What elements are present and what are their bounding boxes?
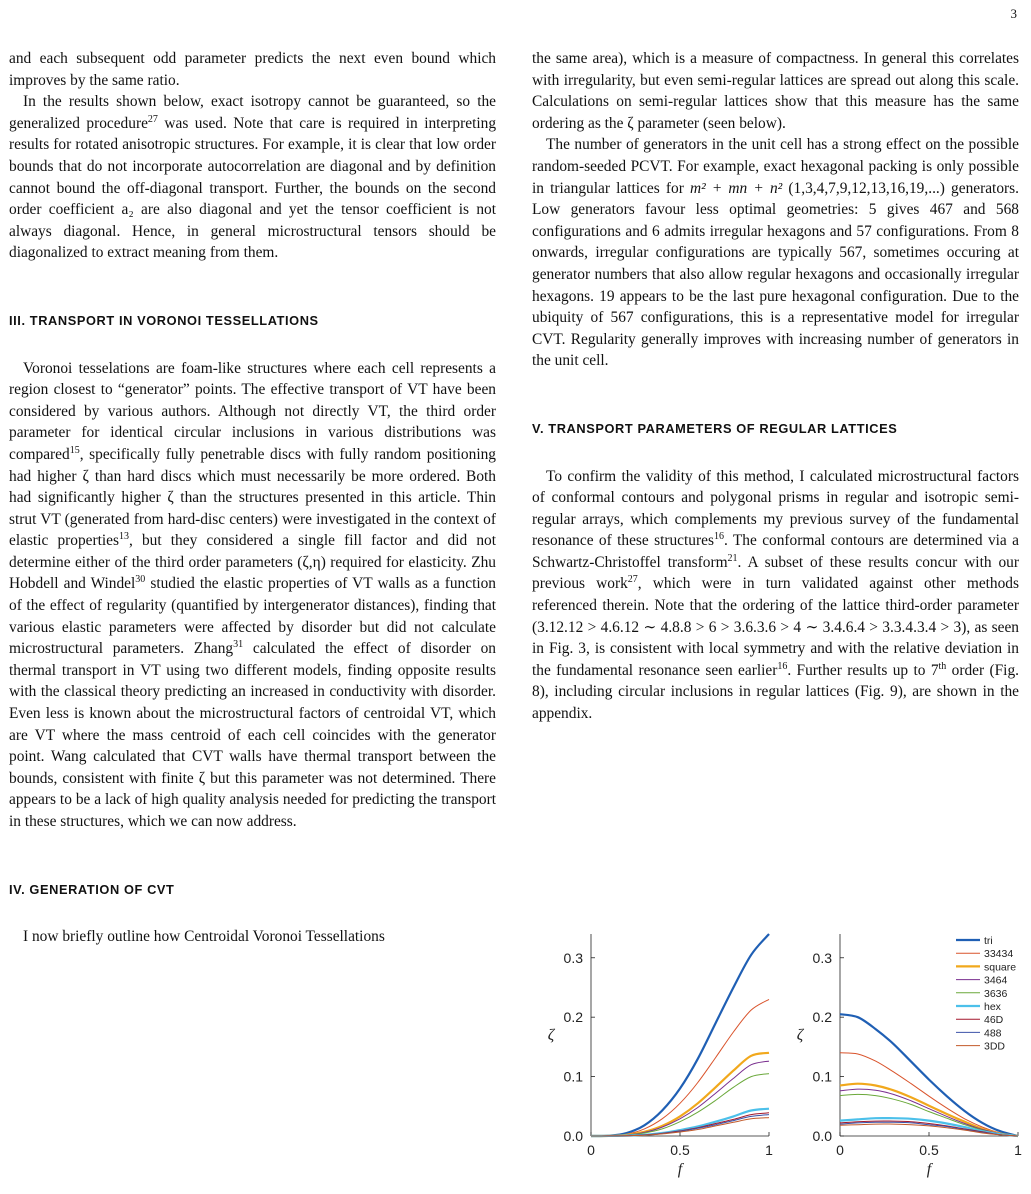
- citation[interactable]: 16: [777, 660, 788, 672]
- x-tick-label: 0.5: [670, 1142, 690, 1158]
- citation[interactable]: 16: [713, 531, 724, 543]
- section-heading: III. TRANSPORT IN VORONOI TESSELLATIONS: [9, 312, 319, 328]
- y-tick-label: 0.0: [812, 1128, 832, 1144]
- legend-label-488: 488: [984, 1027, 1002, 1040]
- figure-svg: [530, 930, 1030, 1194]
- paragraph: Voronoi tesselations are foam-like structures where each cell represents a region closest to “generator” points. The effective transport of VT have been considered by various authors. Although not directly VT, the third order parameter for identical circular inclusions in various distributions was compared$^{15}$, specifically fully penetrable discs with fully random positioning had higher ζ than hard discs which must necessarily be more ordered. Both had significantly higher ζ than the structures presented in this article. Thin strut VT (generated from hard-disc centers) were investigated in the context of elastic properties$^{13}$, but they considered a single fill factor and did not determine either of the third order parameters (ζ,η) required for elasticity. Zhu Hobdell and Windel$^{30}$ studied the elastic properties of VT walls as a function of the effect of regularity (quantified by intergenerator distances), finding that various elastic parameters were affected by disorder but did not calculate microstructural parameters. Zhang$^{31}$ calculated the effect of disorder on thermal transport in VT using two different models, finding opposite results with the classical theory predicting an increased in conductivity with disorder. Even less is known about the microstructural factors of centroidal VT, which are VT where the mass centroid of each cell coincides with the generator point. Wang calculated that CVT walls have thermal transport between the bounds, consistent with finite ζ but this parameter was not determined. There appears to be a lack of high quality analysis needed for predicting the transport in these structures, which we can now address.: [9, 359, 497, 830]
- citation[interactable]: 27: [147, 113, 158, 125]
- y-tick-label: 0.1: [812, 1068, 832, 1085]
- left-column: [9, 48, 496, 948]
- section-heading: IV. GENERATION OF CVT: [9, 881, 175, 897]
- paragraph: and each subsequent odd parameter predicts the next even bound which improves by the same ratio.: [9, 50, 496, 89]
- paragraph: In the results shown below, exact isotropy cannot be guaranteed, so the generalized procedure$^{27}$ was used. Note that care is required in interpreting results for rotated anisotropic structures. For example, it is clear that low order bounds that do not incorporate autocorrelation are diagonal and by definition cannot bound the off-diagonal transport. Further, the bounds on the second order coefficient a₂ are also diagonal and yet the tensor coefficient is not always diagonal. Hence, in general microstructural tensors should be diagonalized to extract meaning from them.: [9, 93, 497, 262]
- paragraph: To confirm the validity of this method, I calculated microstructural factors of conformal contours and polygonal prisms in regular and isotropic semi-regular arrays, which complements my previous survey of the fundamental resonance of these structures$^{16}$. The conformal contours are determined via a Schwartz-Christoffel transform$^{21}$. A subset of these results concur with our previous work$^{27}$, which were in turn validated against other methods referenced therein. Note that the ordering of the lattice third-order parameter (3.12.12 > 4.6.12 ∼ 4.8.8 > 6 > 3.6.3.6 > 4 ∼ 3.4.6.4 > 3.3.4.3.4 > 3), as seen in Fig. 3, is consistent with local symmetry and with the relative deviation in the fundamental resonance seen earlier$^{16}$. Further results up to 7th order (Fig. 8), including circular inclusions in regular lattices (Fig. 9), are shown in the appendix.: [532, 467, 1019, 723]
- citation[interactable]: 13: [119, 531, 129, 543]
- formula: m² + mn + n²: [689, 179, 783, 197]
- citation[interactable]: 31: [233, 639, 244, 651]
- y-tick-label: 0.2: [812, 1009, 832, 1026]
- series-line-3464: [591, 1061, 769, 1136]
- y-axis-label: ζ: [796, 1027, 804, 1044]
- section-heading: V. TRANSPORT PARAMETERS OF REGULAR LATTICES: [532, 420, 898, 436]
- citation[interactable]: 27: [627, 574, 638, 586]
- paragraph: The number of generators in the unit cell has a strong effect on the possible random-seeded PCVT. For example, exact hexagonal packing is only possible in triangular lattices for m² + mn + n² (1,3,4,7,9,12,13,16,19,...) generators. Low generators favour less optimal geometries: 5 gives 467 and 568 configurations and 6 admits irregular hexagons and 57 configurations. From 8 onwards, irregular configurations are typically 567, sometimes occuring at generator numbers that also allow regular hexagons and occasionally irregular hexagons. 19 appears to be the last pure hexagonal configuration. Due to the ubiquity of 567 configurations, this is a representative model for irregular CVT. Regularity generally improves with increasing number of generators in the unit cell.: [532, 136, 1019, 370]
- x-tick-label: 1: [1014, 1142, 1022, 1158]
- series-line-3636: [840, 1094, 1018, 1136]
- y-tick-label: 0.3: [563, 949, 583, 966]
- y-axis-label: ζ: [547, 1027, 555, 1044]
- legend-label-hex: hex: [984, 1001, 1001, 1013]
- legend-label-46D: 46D: [984, 1014, 1004, 1027]
- legend-label-3DD: 3DD: [984, 1040, 1006, 1053]
- citation[interactable]: 21: [727, 552, 738, 564]
- legend-label-square: square: [984, 961, 1017, 974]
- x-tick-label: 1: [765, 1142, 773, 1158]
- paragraph: the same area), which is a measure of compactness. In general this correlates with irregularity, but even semi-regular lattices are spread out along this scale. Calculations on semi-regular lattices show that this measure has the same ordering as the ζ parameter (seen below).: [532, 50, 1019, 132]
- legend-label-3636: 3636: [984, 987, 1008, 1000]
- x-tick-label: 0: [836, 1142, 844, 1158]
- x-tick-label: 0: [587, 1142, 595, 1158]
- legend-label-3464: 3464: [984, 974, 1008, 987]
- series-line-tri: [591, 934, 769, 1136]
- x-axis-label: f: [677, 1161, 683, 1178]
- legend-label-33434: 33434: [984, 948, 1014, 961]
- paragraph: I now briefly outline how Centroidal Voronoi Tessellations: [23, 928, 385, 946]
- legend-label-tri: tri: [984, 935, 993, 947]
- right-column: [532, 48, 1019, 725]
- y-tick-label: 0.2: [563, 1009, 583, 1026]
- x-tick-label: 0.5: [919, 1142, 939, 1158]
- citation[interactable]: 30: [135, 574, 146, 586]
- citation[interactable]: 15: [69, 444, 80, 456]
- page-number: 3: [1010, 6, 1017, 21]
- figure: [530, 930, 1030, 1194]
- series-line-3636: [591, 1074, 769, 1136]
- y-tick-label: 0.1: [563, 1068, 583, 1085]
- x-axis-label: f: [926, 1161, 932, 1178]
- series-line-square: [591, 1053, 769, 1136]
- y-tick-label: 0.3: [812, 949, 832, 966]
- y-tick-label: 0.0: [563, 1128, 583, 1144]
